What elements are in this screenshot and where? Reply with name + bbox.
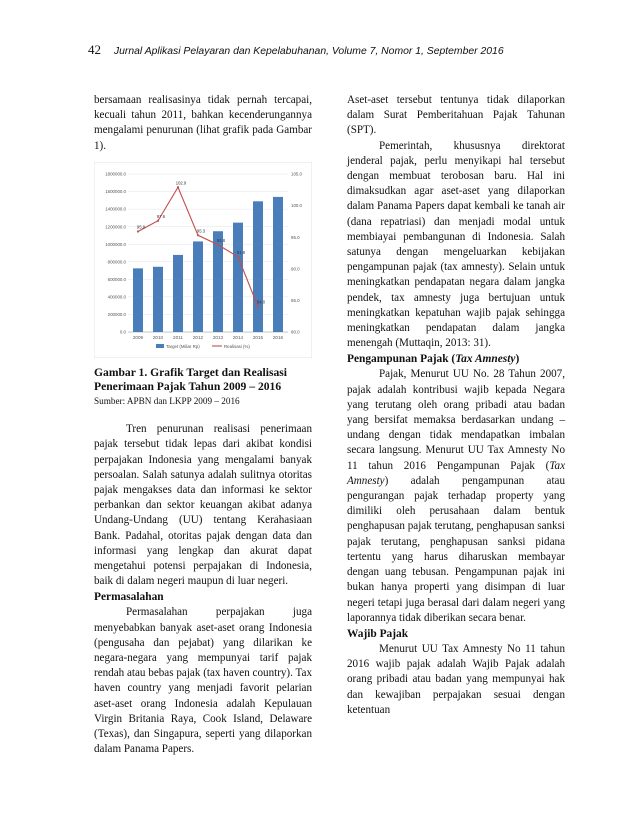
x-tick-label: 2012 xyxy=(192,334,204,340)
heading-text: Pengampunan Pajak ( xyxy=(347,353,456,366)
running-header xyxy=(88,42,558,60)
y-tick-label-left: 1600000.0 xyxy=(105,188,126,194)
tax-revenue-chart xyxy=(94,162,312,358)
y-tick-label-left: 200000.0 xyxy=(107,311,126,317)
line-point xyxy=(177,186,179,188)
data-label: 91.9 xyxy=(236,249,246,255)
section-heading-permasalahan: Permasalahan xyxy=(94,591,164,604)
data-label: 97.6 xyxy=(156,213,166,219)
legend-label-target: Target (Miliar Rp) xyxy=(166,343,200,349)
x-tick-label: 2014 xyxy=(232,334,244,340)
line-point xyxy=(237,256,239,258)
x-tick-label: 2009 xyxy=(132,334,144,340)
bar xyxy=(193,241,203,332)
section-heading-pengampunan xyxy=(347,351,565,367)
x-tick-label: 2011 xyxy=(173,334,183,340)
paragraph: Aset-aset tersebut tentunya tidak dilaporkan dalam Surat Pemberitahuan Pajak Tahunan (SPT). xyxy=(347,94,565,137)
legend-label-realisasi: Realisasi (%) xyxy=(224,343,250,349)
data-label: 93.8 xyxy=(216,237,226,243)
figure-source: Sumber: APBN dan LKPP 2009 – 2016 xyxy=(94,396,240,407)
bar xyxy=(133,268,143,332)
y-tick-label-left: 1800000.0 xyxy=(105,171,126,177)
data-label: 95.9 xyxy=(136,224,146,230)
y-tick-label-left: 600000.0 xyxy=(107,276,126,282)
paragraph: bersamaan realisasinya tidak pernah tercapai, kecuali tahun 2011, bahkan kecenderungannya mengalami penurunan (lihat grafik pada Gambar 1). xyxy=(94,94,312,152)
line-point xyxy=(197,234,199,236)
section-heading-wajib-pajak: Wajib Pajak xyxy=(347,627,409,640)
heading-text-end: ) xyxy=(515,353,520,366)
line-point xyxy=(137,230,139,232)
journal-title: Jurnal Aplikasi Pelayaran dan Kepelabuhanan, Volume 7, Nomor 1, September 2016 xyxy=(113,46,504,57)
y-tick-label-right: 90.0 xyxy=(291,266,300,272)
paragraph: Menurut UU Tax Amnesty No 11 tahun 2016 wajib pajak adalah Wajib Pajak adalah orang pribadi atau badan yang mempunyai hak dan kewajiban perpajakan sesuai dengan ketentuan xyxy=(347,642,565,716)
figure-caption: Gambar 1. Grafik Target dan Realisasi Penerimaan Pajak Tahun 2009 – 2016 xyxy=(94,365,288,394)
paragraph-italic: Tax Amnesty xyxy=(347,459,565,487)
y-tick-label-left: 1200000.0 xyxy=(105,224,126,230)
heading-italic: Tax Amnesty xyxy=(455,353,516,366)
bar xyxy=(273,197,283,332)
line-point xyxy=(157,219,159,221)
legend-swatch-target xyxy=(156,344,164,348)
y-tick-label-right: 105.0 xyxy=(291,171,302,177)
line-point xyxy=(257,305,259,307)
y-tick-label-right: 85.0 xyxy=(291,297,300,303)
page-number: 42 xyxy=(88,42,101,57)
data-label: 84.0 xyxy=(256,299,266,305)
y-tick-label-left: 1400000.0 xyxy=(105,206,126,212)
line-point xyxy=(217,243,219,245)
paragraph xyxy=(347,367,565,625)
bar xyxy=(153,267,163,332)
paragraph-text: ) adalah pengampunan atau pengurangan pajak terhadap property yang dimiliki oleh perusahaan dalam bentuk penghapusan pajak terutang, penghapusan sanksi pajak terutang, penghapusan sanksi pidana tertentu yang harus diharuskan membayar dengan uang tebusan. Pengampunan pajak ini bukan hanya properti yang disimpan di luar negeri tetapi juga berasal dari dalam negeri yang laporannya tidak diberikan secara benar. xyxy=(347,474,565,624)
x-tick-label: 2015 xyxy=(252,334,264,340)
left-column xyxy=(94,93,312,757)
y-tick-label-left: 400000.0 xyxy=(107,294,126,300)
data-label: 102.9 xyxy=(175,180,187,186)
y-tick-label-left: 1000000.0 xyxy=(105,241,126,247)
paragraph: Permasalahan perpajakan juga menyebabkan banyak aset-aset orang Indonesia (pengusaha dan pejabat) yang dilarikan ke negara-negara yang mempunyai tarif pajak rendah atau bebas pajak (tax haven country). Tax haven country yang menjadi favorit pelarian aset-aset orang Indonesia adalah Kepulauan Virgin Britania Raya, Cook Island, Delaware (Texas), dan Singapura, seperti yang dilaporkan dalam Panama Papers. xyxy=(94,606,312,756)
right-column xyxy=(347,93,565,718)
paragraph-text: Pajak, Menurut UU No. 28 Tahun 2007, pajak adalah kontribusi wajib kepada Negara yang terutang oleh orang pribadi atau badan yang bersifat memaksa berdasarkan undang – undang dengan tidak mendapatkan imbalan secara langsung. Menurut UU Tax Amnesty No 11 tahun 2016 Pengampunan Pajak ( xyxy=(347,368,565,472)
x-tick-label: 2013 xyxy=(212,334,224,340)
bar xyxy=(173,255,183,332)
data-label: 95.3 xyxy=(196,228,206,234)
bar xyxy=(233,222,243,331)
figure-1 xyxy=(94,162,312,358)
x-tick-label: 2016 xyxy=(272,334,284,340)
paragraph: Tren penurunan realisasi penerimaan pajak tersebut tidak lepas dari akibat kondisi perpajakan Indonesia yang mengalami banyak persoalan. Salah satunya adalah sulitnya otoritas pajak mengakses data dan informasi ke sektor perbankan dan sektor keuangan akibat adanya Undang-Undang (UU) tentang Kerahasiaan Bank. Padahal, otoritas pajak dengan data dan informasi yang lengkap dan akurat dapat mengetahui potensi perpajakan di Indonesia, baik di dalam negeri maupun di luar negeri. xyxy=(94,423,312,588)
y-tick-label-right: 95.0 xyxy=(291,234,300,240)
bar xyxy=(253,201,263,332)
paragraph: Pemerintah, khususnya direktorat jenderal pajak, perlu menyikapi hal tersebut dengan membuat terobosan baru. Hal ini dimaksudkan agar aset-aset yang dilaporkan dalam Panama Papers dapat kembali ke tanah air (dana repatriasi) dan menjadi modal untuk membiayai pembangunan di Indonesia. Salah satunya dengan mengeluarkan kebijakan pengampunan pajak (tax amnesty). Selain untuk meningkatkan pendapatan negara dalam jangka pendek, tax amnesty juga bertujuan untuk meningkatkan kepatuhan wajib pajak sehingga meningkatkan pendapatan dalam jangka menengah (Muttaqin, 2013: 31). xyxy=(347,139,565,350)
x-tick-label: 2010 xyxy=(152,334,164,340)
y-tick-label-left: 800000.0 xyxy=(107,259,126,265)
y-tick-label-right: 100.0 xyxy=(291,203,302,209)
y-tick-label-left: 0.0 xyxy=(119,329,126,335)
y-tick-label-right: 80.0 xyxy=(291,329,300,335)
